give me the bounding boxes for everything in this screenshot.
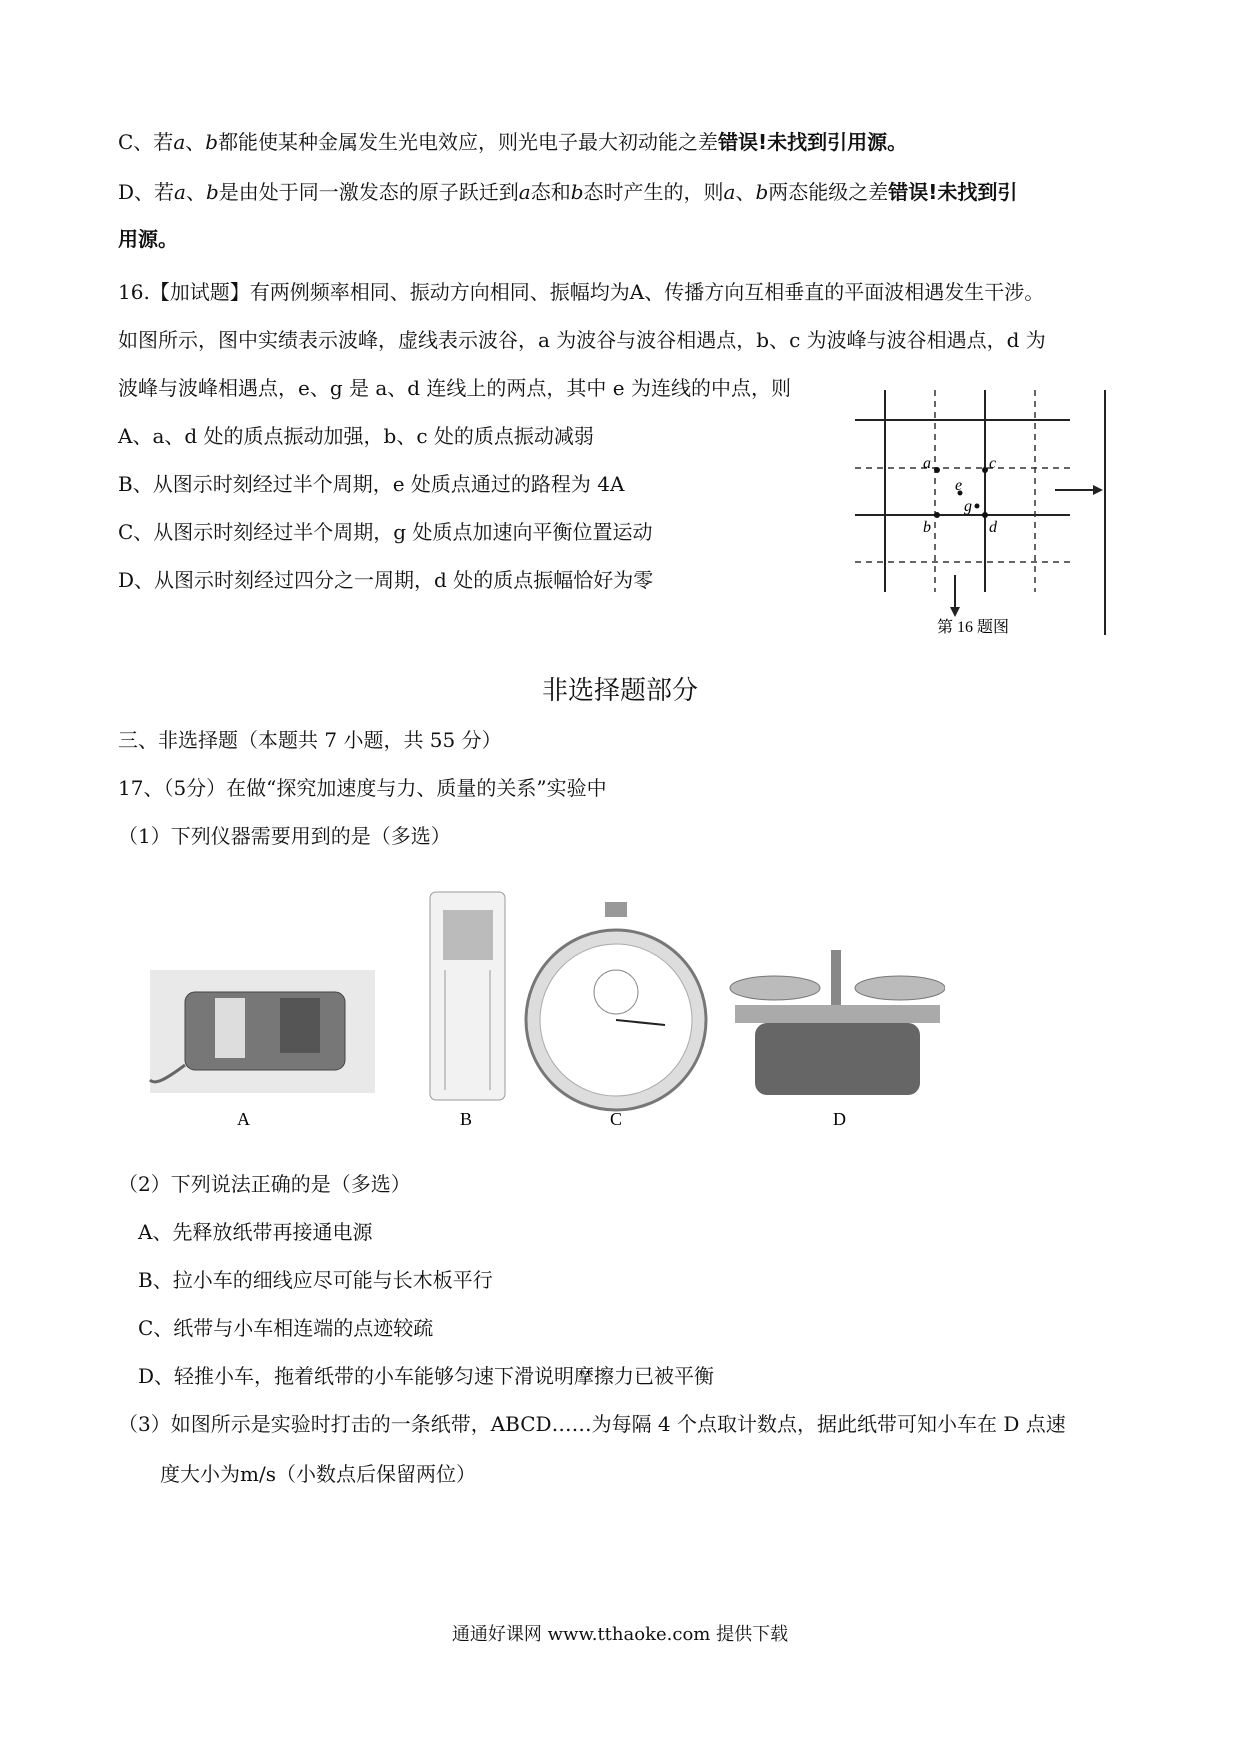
q15-option-c	[118, 128, 907, 156]
footer: 通通好课网 www.tthaoke.com 提供下载	[451, 1624, 789, 1645]
part3-heading: 三、非选择题（本题共 7 小题，共 55 分）	[118, 728, 502, 752]
q17-sub1: （1）下列仪器需要用到的是（多选）	[118, 824, 451, 848]
label-e: e	[955, 477, 963, 494]
q17-title: 17、（5分）在做“探究加速度与力、质量的关系”实验中	[118, 776, 607, 800]
q17-opt-d: D、轻推小车，拖着纸带的小车能够匀速下滑说明摩擦力已被平衡	[138, 1364, 715, 1388]
var-b: b	[205, 130, 219, 154]
balance-image	[730, 950, 945, 1095]
error-ref: 错误!未找到引	[888, 180, 1018, 204]
interference-diagram	[855, 390, 1115, 640]
spring-scale-image	[430, 892, 505, 1100]
label-d: d	[989, 519, 997, 536]
var-a: a	[518, 180, 531, 204]
var-b: b	[755, 180, 769, 204]
var-a: a	[723, 180, 736, 204]
q16-line3: 波峰与波峰相遇点，e、g 是 a、d 连线上的两点，其中 e 为连线的中点，则	[118, 376, 791, 400]
text: 是由处于同一激发态的原子跃迁到	[218, 180, 519, 204]
q16-line2: 如图所示，图中实绩表示波峰，虚线表示波谷，a 为波谷与波谷相遇点，b、c 为波峰与波谷相遇点，d 为	[118, 328, 1046, 352]
label-A: A	[237, 1109, 250, 1129]
label-g: g	[964, 498, 972, 515]
q16-option-b: B、从图示时刻经过半个周期，e 处质点通过的路程为 4A	[118, 472, 625, 496]
var-b: b	[570, 180, 584, 204]
label-D: D	[833, 1109, 846, 1129]
var-b: b	[205, 180, 219, 204]
spark-timer-image	[150, 970, 375, 1093]
text: 态和	[530, 180, 571, 204]
var-a: a	[174, 180, 186, 204]
var-a: a	[173, 130, 186, 154]
section-title: 非选择题部分	[541, 676, 698, 706]
text: 态时产生的，则	[583, 180, 724, 204]
label-b: b	[923, 519, 931, 536]
label-a: a	[923, 455, 931, 472]
stopwatch-image	[526, 902, 706, 1110]
text: D、若	[118, 180, 175, 204]
q17-opt-c: C、纸带与小车相连端的点迹较疏	[138, 1316, 434, 1340]
q17-opt-a: A、先释放纸带再接通电源	[138, 1220, 373, 1244]
q17-sub3-line1: （3）如图所示是实验时打击的一条纸带，ABCD……为每隔 4 个点取计数点，据此纸带可知小车在 D 点速	[118, 1412, 1066, 1436]
q16-line1: 16.【加试题】有两例频率相同、振动方向相同、振幅均为A、传播方向互相垂直的平面波相遇发生干涉。	[118, 280, 1045, 304]
label-C: C	[610, 1109, 623, 1129]
q16-figure	[855, 390, 1115, 640]
label-B: B	[460, 1109, 473, 1129]
text: 、	[735, 180, 756, 204]
instruments-figure	[145, 880, 945, 1145]
error-ref: 错误!未找到引用源。	[718, 130, 908, 154]
label-c: c	[989, 455, 997, 472]
q16-option-c: C、从图示时刻经过半个周期，g 处质点加速向平衡位置运动	[118, 520, 653, 544]
text: 两态能级之差	[768, 180, 889, 204]
text: 、	[185, 130, 206, 154]
figure-caption: 第 16 题图	[937, 619, 1010, 636]
q15-error-cont: 用源。	[118, 227, 178, 251]
q17-sub3-line2: 度大小为m/s（小数点后保留两位）	[160, 1462, 476, 1486]
q15-option-d	[118, 178, 1017, 206]
q17-sub2: （2）下列说法正确的是（多选）	[118, 1172, 411, 1196]
instruments-svg	[145, 880, 945, 1145]
q17-opt-b: B、拉小车的细线应尽可能与长木板平行	[138, 1268, 493, 1292]
text: C、若	[118, 130, 174, 154]
text: 、	[185, 180, 206, 204]
q16-option-a: A、a、d 处的质点振动加强，b、c 处的质点振动减弱	[118, 424, 594, 448]
text: 都能使某种金属发生光电效应，则光电子最大初动能之差	[218, 130, 719, 154]
q16-option-d: D、从图示时刻经过四分之一周期，d 处的质点振幅恰好为零	[118, 568, 654, 592]
